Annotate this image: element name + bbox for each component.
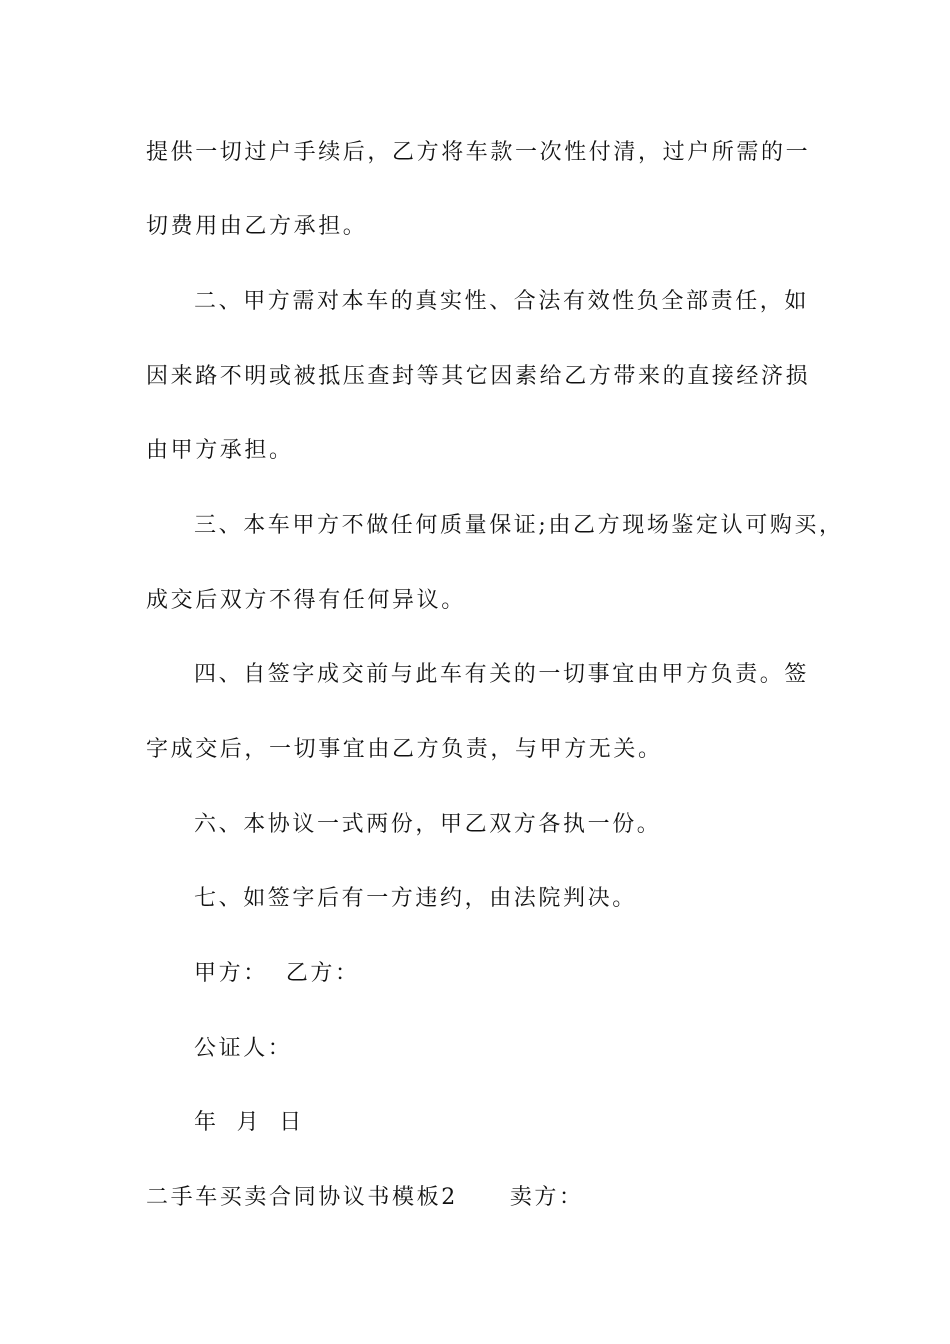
clause-two-line-3: 由甲方承担。 — [146, 438, 294, 463]
seller-label: 卖方： — [509, 1185, 584, 1210]
date-year-label: 年 — [194, 1110, 219, 1135]
party-a-label: 甲方： — [194, 961, 268, 986]
template-2-heading-line — [146, 1183, 584, 1213]
clause-four-line-1: 四、自签字成交前与此车有关的一切事宜由甲方负责。签 — [194, 662, 810, 687]
clause-six: 六、本协议一式两份，甲乙双方各执一份。 — [194, 812, 662, 837]
date-day-label: 日 — [279, 1110, 304, 1135]
party-signature-line — [194, 959, 360, 989]
date-line — [194, 1108, 304, 1138]
clause-two-line-1: 二、甲方需对本车的真实性、合法有效性负全部责任，如 — [194, 289, 810, 314]
clause-two-line-2: 因来路不明或被抵压查封等其它因素给乙方带来的直接经济损 — [146, 364, 811, 389]
template-2-title: 二手车买卖合同协议书模板2 — [146, 1185, 458, 1210]
clause-one-continued-line-1: 提供一切过户手续后，乙方将车款一次性付清，过户所需的一 — [146, 140, 811, 165]
notary-line: 公证人： — [194, 1036, 293, 1061]
clause-four-line-2: 字成交后，一切事宜由乙方负责，与甲方无关。 — [146, 737, 663, 762]
party-b-label: 乙方： — [285, 961, 360, 986]
clause-seven: 七、如签字后有一方违约，由法院判决。 — [194, 886, 637, 911]
date-month-label: 月 — [236, 1110, 262, 1135]
clause-three-line-2: 成交后双方不得有任何异议。 — [146, 588, 466, 613]
clause-one-continued-line-2: 切费用由乙方承担。 — [146, 214, 368, 239]
clause-three-line-1: 三、本车甲方不做任何质量保证;由乙方现场鉴定认可购买， — [194, 513, 844, 538]
